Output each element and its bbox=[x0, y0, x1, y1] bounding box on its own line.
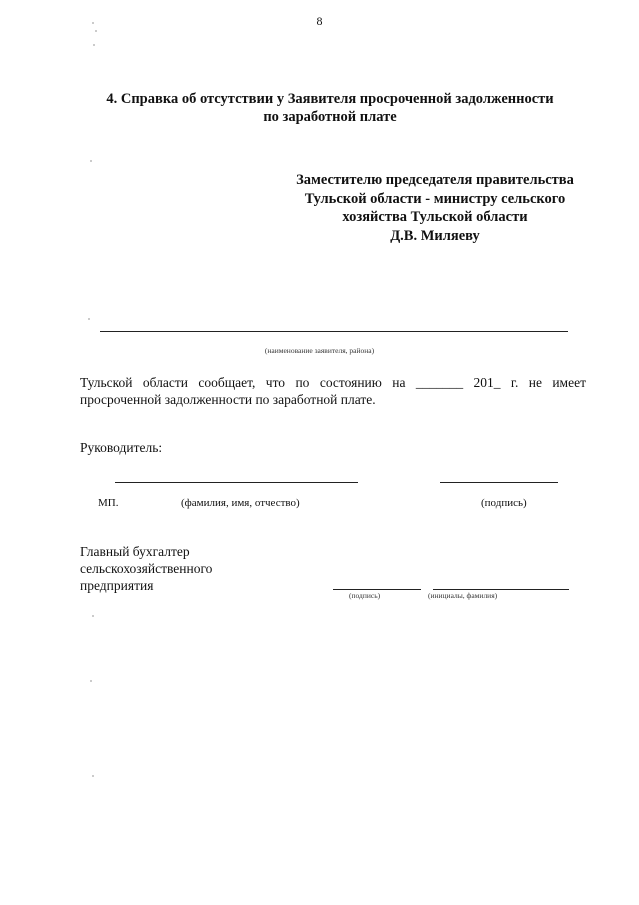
applicant-name-line bbox=[100, 331, 568, 332]
accountant-initials-line bbox=[433, 589, 569, 590]
addressee-block bbox=[270, 171, 600, 245]
scan-artifact bbox=[93, 44, 95, 46]
head-signature-caption: (подпись) bbox=[481, 497, 527, 509]
mp-label: МП. bbox=[98, 497, 119, 509]
addressee-line-3: хозяйства Тульской области bbox=[342, 209, 528, 225]
scan-artifact bbox=[90, 160, 92, 162]
head-signature-line bbox=[440, 482, 558, 483]
scan-artifact bbox=[92, 775, 94, 777]
addressee-line-4: Д.В. Миляеву bbox=[390, 227, 480, 244]
addressee-line-2: Тульской области - министру сельского bbox=[304, 190, 566, 207]
document-title bbox=[60, 90, 600, 126]
accountant-block bbox=[80, 543, 212, 594]
body-text bbox=[80, 374, 586, 408]
addressee-line-1: Заместителю председателя правительства bbox=[296, 172, 574, 188]
head-label: Руководитель: bbox=[80, 440, 163, 455]
accountant-signature-line bbox=[333, 589, 421, 590]
accountant-line-1: Главный бухгалтер bbox=[80, 544, 190, 559]
body-line-1: Тульской области сообщает, что по состоянию на _______ 201_ г. не имеет bbox=[80, 375, 586, 390]
scan-artifact bbox=[90, 680, 92, 682]
title-line-1: 4. Справка об отсутствии у Заявителя просроченной задолженности bbox=[106, 91, 554, 107]
accountant-signature-caption: (подпись) bbox=[349, 591, 381, 600]
accountant-line-2: сельскохозяйственного bbox=[80, 561, 213, 576]
scan-artifact bbox=[88, 318, 90, 320]
title-line-2: по заработной плате bbox=[263, 109, 397, 125]
head-fio-line bbox=[115, 482, 358, 483]
page-number: 8 bbox=[316, 14, 323, 28]
body-line-2: просроченной задолженности по заработной плате. bbox=[80, 392, 376, 407]
fio-caption: (фамилия, имя, отчество) bbox=[181, 497, 300, 509]
applicant-caption: (наименование заявителя, района) bbox=[264, 346, 375, 355]
accountant-line-3: предприятия bbox=[80, 578, 154, 593]
scan-artifact bbox=[92, 615, 94, 617]
scan-artifact bbox=[95, 30, 97, 32]
accountant-initials-caption: (инициалы, фамилия) bbox=[428, 591, 498, 600]
scan-artifact bbox=[92, 22, 94, 24]
